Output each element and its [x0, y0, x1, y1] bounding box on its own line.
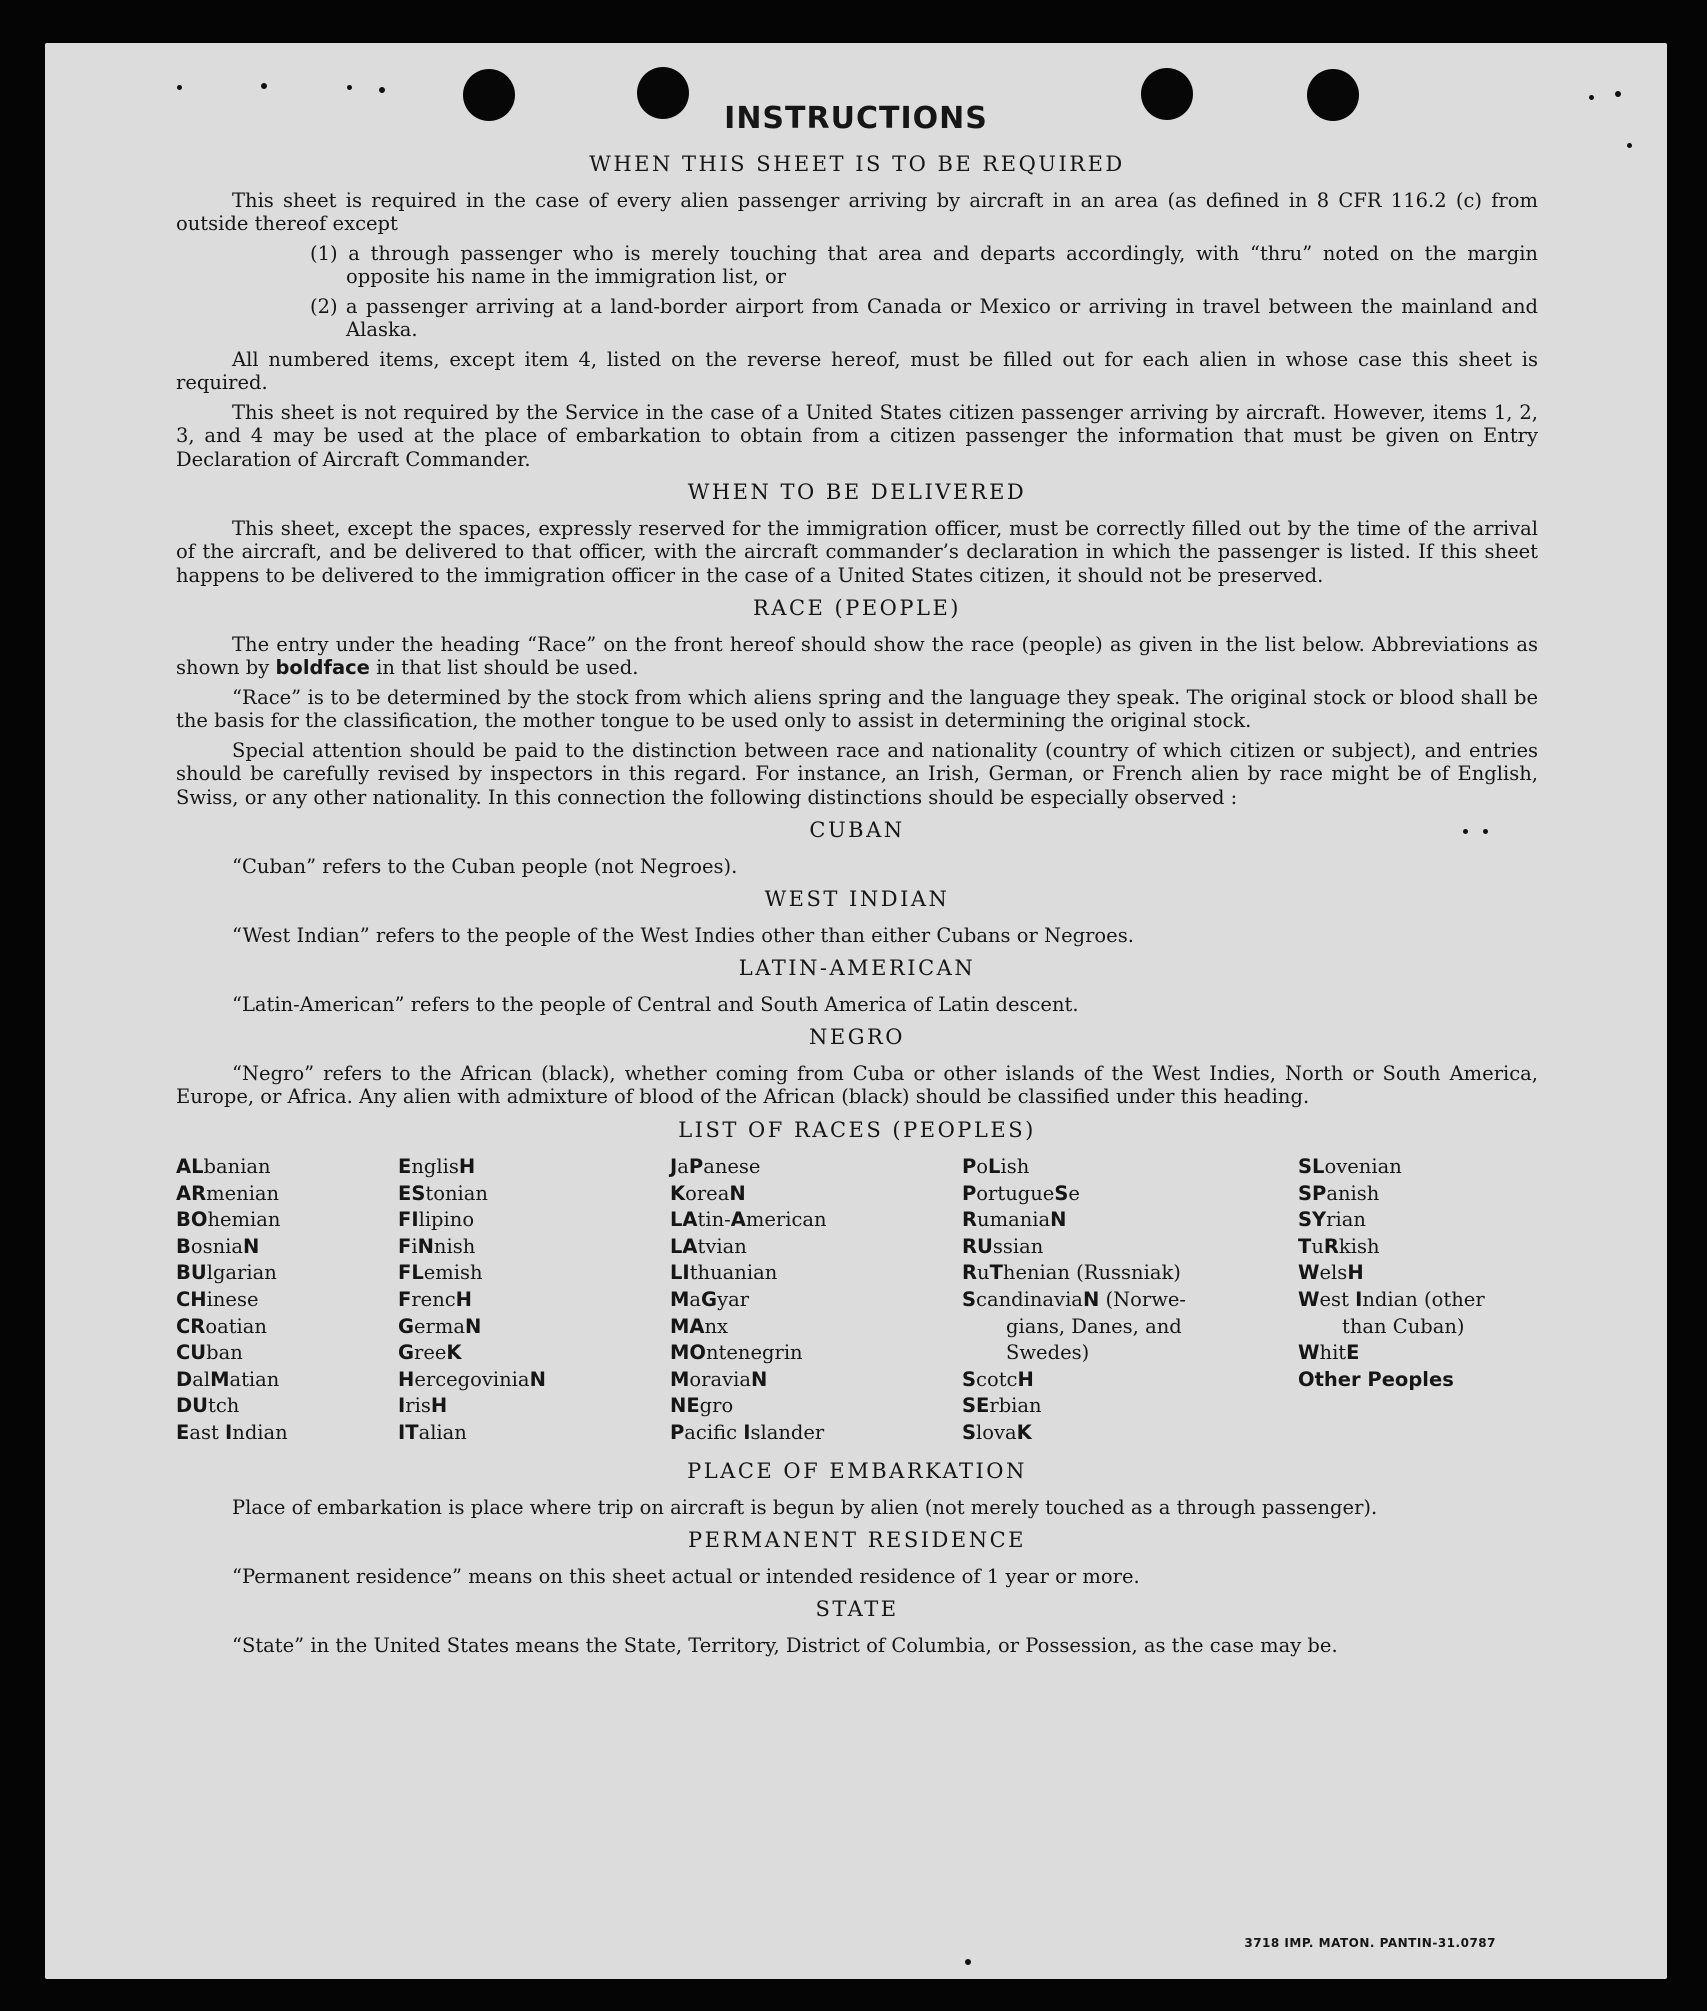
negro-text: “Negro” refers to the African (black), whether coming from Cuba or other islands of the West Indies, North or South America, Europe, or Africa. Any alien with admixture of blood of the African (black) should be classified under this heading. [176, 1061, 1538, 1108]
section-heading-races-list: LIST OF RACES (PEOPLES) [678, 1117, 1036, 1142]
race-entry [176, 1181, 288, 1208]
section-heading-latin-american: LATIN-AMERICAN [738, 956, 976, 980]
race-entry [1298, 1314, 1485, 1341]
race-text: Swedes) [1006, 1341, 1090, 1365]
race-entry [670, 1181, 827, 1208]
races-list [176, 1154, 1538, 1450]
race-text: lipino [418, 1208, 475, 1232]
race-entry [670, 1260, 827, 1287]
race-entry [670, 1287, 827, 1314]
race-abbrev: LA [670, 1208, 698, 1232]
race-entry [670, 1420, 827, 1447]
race-text: tch [208, 1394, 240, 1418]
race-abbrev: J [670, 1155, 678, 1178]
race-abbrev: N [1050, 1208, 1067, 1232]
races-column-2 [398, 1154, 546, 1447]
race-text: anese [703, 1155, 761, 1178]
race-abbrev: I [225, 1420, 233, 1444]
race-entry [962, 1367, 1186, 1394]
race-text: hemian [207, 1208, 281, 1232]
race-entry [670, 1154, 827, 1181]
ink-speck [1627, 143, 1632, 148]
race-text: atian [229, 1367, 280, 1391]
race-abbrev: I [1355, 1287, 1363, 1311]
race-entry [670, 1367, 827, 1394]
race-abbrev: BU [176, 1261, 207, 1285]
race-text: banian [203, 1155, 271, 1178]
race-abbrev: M [670, 1367, 690, 1391]
race-text: oatian [205, 1314, 267, 1338]
race-paragraph-3: Special attention should be paid to the distinction between race and nationality (country of which citizen or subject), and entries should be carefully revised by inspectors in this regard. For instance, an Irish, German, or French alien by race might be of English, Swiss, or any other nationality. In this connection the following distinctions should be especially observed : [176, 738, 1538, 809]
race-entry [398, 1234, 546, 1261]
race-abbrev: M [210, 1367, 230, 1391]
race-entry [398, 1393, 546, 1420]
race-text: (Norwe- [1099, 1287, 1187, 1311]
ink-speck [965, 1959, 971, 1965]
race-entry [1298, 1207, 1485, 1234]
race-abbrev: LI [670, 1261, 690, 1285]
race-text: est [1319, 1287, 1356, 1311]
race-text: ris [405, 1394, 431, 1418]
race-abbrev: RU [962, 1234, 993, 1258]
section-heading-west-indian: WEST INDIAN [764, 887, 950, 911]
race-text: ntenegrin [705, 1341, 803, 1365]
race-abbrev: G [398, 1314, 415, 1338]
race-text: lova [976, 1420, 1017, 1444]
race-abbrev: K [1016, 1420, 1032, 1444]
race-entry [1298, 1287, 1485, 1314]
race-text: gians, Danes, and [1006, 1314, 1182, 1338]
race-abbrev: CH [176, 1287, 207, 1311]
race-text: o [976, 1155, 989, 1178]
race-text: orea [685, 1181, 730, 1205]
race-abbrev: P [688, 1155, 704, 1178]
race-entry [1298, 1181, 1485, 1208]
delivered-text: This sheet, except the spaces, expressly reserved for the immigration officer, must be correctly filled out by the time of the arrival of the aircraft, and be delivered to that officer, with the aircraft commander’s declaration in which the passenger is listed. If this sheet happens to be delivered to the immigration officer in the case of a United States citizen, it should not be preserved. [176, 516, 1538, 587]
race-text: rian [1326, 1208, 1366, 1232]
race-entry [398, 1207, 546, 1234]
section-heading-state: STATE [815, 1597, 899, 1621]
race-abbrev: E [176, 1420, 190, 1444]
section-heading-required: WHEN THIS SHEET IS TO BE REQUIRED [589, 152, 1125, 176]
race-abbrev: H [455, 1287, 472, 1311]
race-text: renc [411, 1287, 456, 1311]
race-abbrev: CR [176, 1314, 206, 1338]
race-abbrev: F [398, 1287, 412, 1311]
race-entry [670, 1314, 827, 1341]
race-p1-after: in that list should be used. [376, 656, 639, 679]
race-abbrev: E [398, 1155, 412, 1178]
race-abbrev: W [1298, 1261, 1320, 1285]
race-entry [670, 1393, 827, 1420]
race-abbrev: I [743, 1420, 751, 1444]
race-p1-before: The entry under the heading “Race” on the front hereof should show the race (people) as given in the list below. Abbreviations as shown by [176, 632, 1538, 679]
race-abbrev: B [176, 1234, 191, 1258]
race-text: ree [414, 1341, 447, 1365]
race-abbrev: SP [1298, 1181, 1327, 1205]
race-text: nglis [411, 1155, 459, 1178]
race-text: osnia [190, 1234, 244, 1258]
race-entry [962, 1234, 1186, 1261]
race-abbrev: G [701, 1287, 718, 1311]
race-entry [398, 1260, 546, 1287]
race-text: erma [414, 1314, 465, 1338]
race-entry [962, 1287, 1186, 1314]
ink-speck [261, 83, 267, 89]
required-intro: This sheet is required in the case of every alien passenger arriving by aircraft in an area (as defined in 8 CFR 116.2 (c) from outside thereof except [176, 188, 1538, 235]
race-abbrev: K [446, 1341, 462, 1365]
race-abbrev: N [750, 1367, 768, 1391]
race-entry [962, 1314, 1186, 1341]
race-entry [398, 1340, 546, 1367]
race-text: ercegovinia [414, 1367, 530, 1391]
race-text: els [1319, 1261, 1348, 1285]
race-abbrev: ES [398, 1181, 426, 1205]
race-entry [398, 1181, 546, 1208]
race-paragraph-1 [176, 633, 1538, 680]
race-abbrev: H [458, 1155, 476, 1178]
race-abbrev: L [988, 1155, 1001, 1178]
race-entry [176, 1314, 288, 1341]
race-abbrev: SY [1298, 1208, 1327, 1232]
race-entry [398, 1154, 546, 1181]
ink-speck [1589, 95, 1594, 100]
race-text: rbian [989, 1394, 1042, 1418]
race-entry [962, 1154, 1186, 1181]
race-abbrev: S [962, 1287, 977, 1311]
race-text: than Cuban) [1342, 1314, 1465, 1338]
boldface-word: boldface [275, 656, 370, 679]
race-abbrev: D [176, 1367, 193, 1391]
citizen-note: This sheet is not required by the Service in the case of a United States citizen passenger arriving by aircraft. However, items 1, 2, 3, and 4 may be used at the place of embarkation to obtain from a citizen passenger the information that must be given on Entry Declaration of Aircraft Commander. [176, 400, 1538, 471]
race-text: slander [750, 1420, 825, 1444]
race-abbrev: S [1054, 1181, 1069, 1205]
ink-speck [177, 85, 182, 90]
race-text: tvian [697, 1234, 747, 1258]
race-text: kish [1338, 1234, 1380, 1258]
race-entry [962, 1393, 1186, 1420]
race-entry [398, 1287, 546, 1314]
cuban-text: “Cuban” refers to the Cuban people (not Negroes). [232, 854, 738, 878]
section-heading-race: RACE (PEOPLE) [752, 596, 962, 620]
race-entry [962, 1207, 1186, 1234]
race-entry [176, 1260, 288, 1287]
race-text: nx [704, 1314, 729, 1338]
race-entry [670, 1234, 827, 1261]
race-abbrev: AR [176, 1181, 207, 1205]
race-abbrev: W [1298, 1287, 1320, 1311]
race-abbrev: P [670, 1420, 685, 1444]
race-text: al [192, 1367, 211, 1391]
latin-american-text: “Latin-American” refers to the people of Central and South America of Latin descent. [232, 992, 1079, 1016]
race-abbrev: E [1346, 1341, 1360, 1365]
race-text: lgarian [206, 1261, 277, 1285]
races-column-5 [1298, 1154, 1485, 1393]
race-text: ndian [232, 1420, 288, 1444]
race-entry [670, 1207, 827, 1234]
race-abbrev: H [1017, 1367, 1034, 1391]
race-abbrev: H [398, 1367, 415, 1391]
race-text: acific [684, 1420, 744, 1444]
race-abbrev: S [962, 1367, 977, 1391]
race-abbrev: H [430, 1394, 448, 1418]
race-abbrev: CU [176, 1341, 207, 1365]
race-text: gro [699, 1394, 734, 1418]
race-text: ssian [992, 1234, 1044, 1258]
race-text: anish [1326, 1181, 1380, 1205]
race-abbrev: SE [962, 1394, 990, 1418]
race-text: inese [206, 1287, 259, 1311]
ink-speck [1615, 91, 1621, 97]
race-text: u [1311, 1234, 1324, 1258]
race-text: ast [189, 1420, 225, 1444]
race-abbrev: R [962, 1261, 978, 1285]
race-abbrev: P [962, 1181, 977, 1205]
race-abbrev: R [1323, 1234, 1339, 1258]
race-text: alian [418, 1420, 467, 1444]
race-entry [1298, 1340, 1485, 1367]
section-heading-residence: PERMANENT RESIDENCE [688, 1528, 1026, 1552]
race-text: cotc [976, 1367, 1018, 1391]
race-entry [176, 1287, 288, 1314]
race-abbrev: T [989, 1261, 1003, 1285]
race-text: hit [1319, 1341, 1347, 1365]
race-text: a [677, 1155, 689, 1178]
race-entry [1298, 1154, 1485, 1181]
race-entry [176, 1393, 288, 1420]
race-abbrev: F [398, 1234, 412, 1258]
race-abbrev: R [962, 1208, 978, 1232]
race-entry [398, 1314, 546, 1341]
race-text: yar [717, 1287, 750, 1311]
race-entry [176, 1340, 288, 1367]
race-text: nish [433, 1234, 476, 1258]
race-abbrev: IT [398, 1420, 419, 1444]
race-entry [1298, 1260, 1485, 1287]
race-entry [176, 1234, 288, 1261]
race-text: candinavia [976, 1287, 1083, 1311]
race-abbrev: FL [398, 1261, 424, 1285]
race-text: ban [206, 1341, 243, 1365]
race-abbrev: MA [670, 1314, 705, 1338]
race-text: ovenian [1324, 1155, 1402, 1178]
race-entry [398, 1367, 546, 1394]
race-text: i [411, 1234, 418, 1258]
ink-speck [347, 85, 352, 90]
section-heading-embarkation: PLACE OF EMBARKATION [687, 1459, 1027, 1483]
race-text: tin- [697, 1208, 731, 1232]
race-abbrev: S [962, 1420, 977, 1444]
race-entry [1298, 1367, 1485, 1394]
instruction-sheet [45, 43, 1667, 1979]
race-abbrev: N [529, 1367, 546, 1391]
race-text: oravia [689, 1367, 751, 1391]
race-text: u [977, 1261, 990, 1285]
race-text: henian (Russniak) [1002, 1261, 1181, 1285]
race-abbrev: P [962, 1155, 977, 1178]
race-text: emish [423, 1261, 483, 1285]
section-heading-negro: NEGRO [808, 1025, 905, 1049]
race-abbrev: N [465, 1314, 482, 1338]
race-abbrev: MO [670, 1341, 706, 1365]
race-abbrev: G [398, 1341, 415, 1365]
race-text: a [689, 1287, 702, 1311]
instructions-body [176, 153, 1538, 1663]
race-abbrev: FI [398, 1208, 419, 1232]
race-text: ish [1000, 1155, 1030, 1178]
race-entry [1298, 1234, 1485, 1261]
section-heading-cuban: CUBAN [809, 818, 905, 842]
race-abbrev: T [1298, 1234, 1312, 1258]
race-abbrev: W [1298, 1341, 1320, 1365]
race-abbrev: BO [176, 1208, 208, 1232]
race-text: ndian (other [1362, 1287, 1485, 1311]
race-entry [670, 1340, 827, 1367]
race-abbrev: DU [176, 1394, 209, 1418]
races-column-1 [176, 1154, 288, 1447]
race-abbrev: LA [670, 1234, 698, 1258]
race-abbrev: N [243, 1234, 260, 1258]
race-text: menian [206, 1181, 280, 1205]
race-text: tonian [425, 1181, 488, 1205]
exception-item-1: (1) a through passenger who is merely touching that area and departs accordingly, with “thru” noted on the margin opposite his name in the immigration list, or [310, 241, 1538, 288]
numbered-items-note: All numbered items, except item 4, listed on the reverse hereof, must be filled out for each alien in whose case this sheet is required. [176, 347, 1538, 394]
race-abbrev: H [1347, 1261, 1364, 1285]
race-abbrev: M [670, 1287, 690, 1311]
race-text: merican [745, 1208, 827, 1232]
race-abbrev: K [670, 1181, 686, 1205]
races-column-3 [670, 1154, 827, 1447]
embarkation-text: Place of embarkation is place where trip on aircraft is begun by alien (not merely touched as a through passenger). [232, 1495, 1378, 1519]
race-text: umania [977, 1208, 1051, 1232]
race-abbrev: N [1082, 1287, 1100, 1311]
exception-item-2: (2) a passenger arriving at a land-border airport from Canada or Mexico or arriving in travel between the mainland and Alaska. [310, 294, 1538, 341]
race-abbrev: NE [670, 1394, 700, 1418]
ink-speck [379, 87, 385, 93]
race-entry [176, 1367, 288, 1394]
race-entry [176, 1207, 288, 1234]
race-entry [962, 1340, 1186, 1367]
residence-text: “Permanent residence” means on this sheet actual or intended residence of 1 year or more. [232, 1564, 1140, 1588]
race-entry [962, 1260, 1186, 1287]
race-text: thuanian [689, 1261, 778, 1285]
race-abbrev: N [729, 1181, 746, 1205]
race-abbrev: Other Peoples [1298, 1367, 1454, 1391]
race-text: ortugue [976, 1181, 1055, 1205]
race-abbrev: AL [176, 1155, 204, 1178]
west-indian-text: “West Indian” refers to the people of the West Indies other than either Cubans or Negroes. [232, 923, 1134, 947]
printer-imprint: 3718 IMP. MATON. PANTIN-31.0787 [1244, 1936, 1496, 1950]
race-entry [176, 1420, 288, 1447]
race-paragraph-2: “Race” is to be determined by the stock from which aliens spring and the language they speak. The original stock or blood shall be the basis for the classification, the mother tongue to be used only to assist in determining the original stock. [176, 685, 1538, 732]
races-column-4 [962, 1154, 1186, 1447]
race-text: e [1068, 1181, 1080, 1205]
race-abbrev: SL [1298, 1155, 1325, 1178]
race-entry [176, 1154, 288, 1181]
race-entry [962, 1181, 1186, 1208]
race-entry [962, 1420, 1186, 1447]
section-heading-delivered: WHEN TO BE DELIVERED [687, 480, 1027, 504]
page-title: INSTRUCTIONS [724, 101, 988, 136]
state-text: “State” in the United States means the State, Territory, District of Columbia, or Possession, as the case may be. [232, 1633, 1338, 1657]
race-entry [398, 1420, 546, 1447]
race-abbrev: N [417, 1234, 434, 1258]
race-abbrev: A [730, 1208, 746, 1232]
race-abbrev: I [398, 1394, 406, 1418]
